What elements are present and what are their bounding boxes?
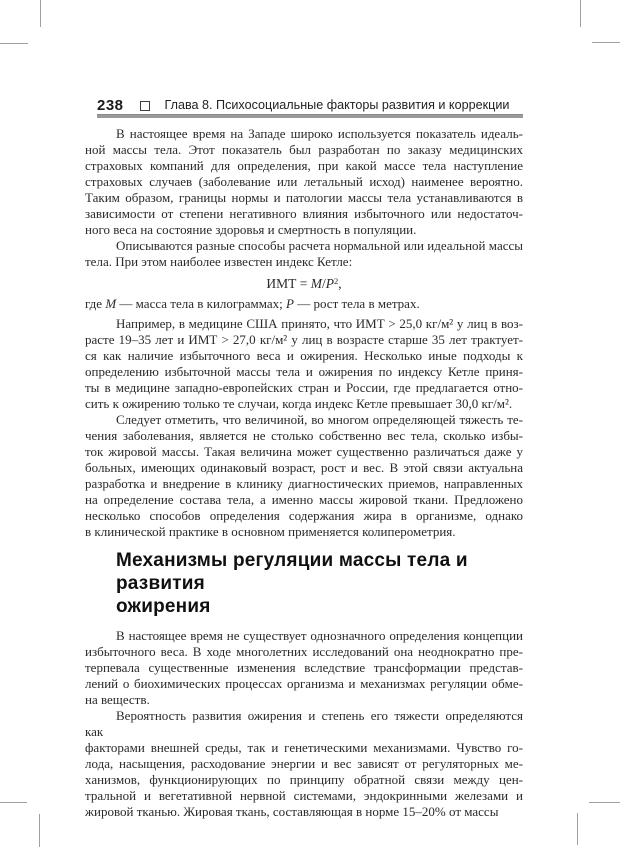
section-heading-line: ожирения [116, 596, 211, 617]
text-line: Например, в медицине США принято, что ИМТ > 25,0 кг/м² у лиц в воз- [116, 316, 523, 331]
text-line: в клинической практике в основном применяется колиперометрия. [85, 524, 456, 539]
running-header [97, 97, 523, 113]
formula-slash: / [321, 276, 326, 291]
text-line: ток жировой массы. Такая величина может существенно различаться даже у [85, 444, 523, 459]
formula-height-var: P [325, 276, 334, 291]
text-line: разработка и внедрение в клинику диагностических приемов, направленных [85, 476, 523, 491]
paragraph [85, 708, 523, 820]
text-line: Таким образом, границы нормы и патологии массы тела устанавливаются в [85, 190, 523, 205]
text-line: тела. При этом наиболее известен индекс Кетле: [85, 254, 353, 269]
text-line: несколько способов определения содержания жира в организме, однако [85, 508, 523, 523]
text-line: сить к ожирению только те случаи, когда индекс Кетле превышает 30,0 кг/м². [85, 396, 513, 411]
crop-mark-bottom-right-horizontal [589, 802, 620, 803]
text-line: факторами внешней среды, так и генетическими механизмами. Чувство го- [85, 740, 523, 755]
text-line: расте 19–35 лет и ИМТ > 27,0 кг/м² у лиц в возрасте старше 35 лет трактует- [85, 332, 523, 347]
crop-mark-bottom-right-vertical [577, 813, 578, 845]
legend-text: — масса тела в килограммах; [116, 296, 287, 311]
text-line: лений о биохимических процессах организма и механизмах регуляции обме- [85, 676, 523, 691]
text-line: на определение состава тела, а именно массы жировой ткани. Предложено [85, 492, 523, 507]
formula-equals: = [296, 276, 311, 291]
paragraph [85, 412, 523, 540]
crop-mark-bottom-left-horizontal [0, 802, 27, 803]
text-line: страховых компаний для определения, при какой массе тела наступление [85, 158, 523, 173]
text-line: определению избыточной массы тела и ожирения по индексу Кетле приня- [85, 364, 523, 379]
text-line: тральной и вегетативной нервной системами, эндокринными железами и [85, 788, 523, 803]
paragraph [85, 126, 523, 238]
text-line: Вероятность развития ожирения и степень его тяжести определяются как [85, 708, 523, 739]
chapter-title: Глава 8. Психосоциальные факторы развития и коррекции [164, 98, 510, 112]
section-heading-line: Механизмы регуляции массы тела и развития [116, 550, 468, 594]
text-line: жировой тканью. Жировая ткань, составляющая в норме 15–20% от массы [85, 804, 499, 819]
crop-mark-top-left-horizontal [0, 43, 28, 44]
text-line: Следует отметить, что величиной, во многом определяющей тяжесть те- [116, 412, 523, 427]
formula-mass-var: M [310, 276, 322, 291]
crop-mark-top-right-vertical [580, 0, 581, 27]
paragraph [85, 316, 523, 412]
crop-mark-bottom-left-vertical [39, 814, 40, 847]
crop-mark-top-right-horizontal [592, 42, 620, 43]
legend-text: — рост тела в метрах. [293, 296, 420, 311]
text-line: на веществ. [85, 692, 150, 707]
header-rule [97, 114, 523, 118]
text-line: лода, насыщения, расходование энергии и вес зависят от регуляторных ме- [85, 756, 523, 771]
formula-exponent: 2 [334, 276, 339, 286]
formula-lhs: ИМТ [266, 276, 297, 291]
section-heading [85, 549, 523, 618]
legend-height-var: P [286, 296, 294, 311]
crop-mark-top-left-vertical [40, 0, 41, 27]
text-line: ханизмов, функционирующих по принципу обратной связи между цен- [85, 772, 523, 787]
body-text-column [85, 126, 523, 820]
text-line: ного веса на состояние здоровья и смертность в популяции. [85, 222, 417, 237]
text-line: чения заболевания, является не столько собственно вес тела, сколько избы- [85, 428, 523, 443]
paragraph [85, 238, 523, 270]
text-line: ся как наличие избыточного веса и ожирения. Несколько иные подходы к [85, 348, 523, 363]
text-line: В настоящее время на Западе широко используется показатель идеаль- [116, 126, 523, 141]
bmi-formula [85, 276, 523, 292]
page-number: 238 [97, 96, 124, 114]
text-line: страховых случаев (заболевание или летальный исход) наименее вероятно. [85, 174, 523, 189]
legend-text: где [85, 296, 106, 311]
text-line: зависимости от степени негативного влияния избыточного или недостаточ- [85, 206, 523, 221]
paragraph [85, 628, 523, 708]
text-line: В настоящее время не существует однозначного определения концепции [116, 628, 523, 643]
formula-legend [85, 296, 523, 312]
text-line: терпевала существенные изменения вследствие трансформации представ- [85, 660, 523, 675]
text-line: ты в медицине западно-европейских стран и России, где предлагается отно- [85, 380, 523, 395]
text-line: больных, имеющих одинаковый возраст, рост и вес. В этой связи актуальна [85, 460, 523, 475]
open-square-icon [140, 101, 150, 111]
text-line: избыточного веса. В ходе многолетних исследований она неоднократно пре- [85, 644, 523, 659]
formula-comma: , [338, 276, 342, 291]
legend-mass-var: M [105, 296, 117, 311]
text-line: ной массы тела. Этот показатель был разработан по заказу медицинских [85, 142, 523, 157]
text-line: Описываются разные способы расчета нормальной или идеальной массы [116, 238, 523, 253]
